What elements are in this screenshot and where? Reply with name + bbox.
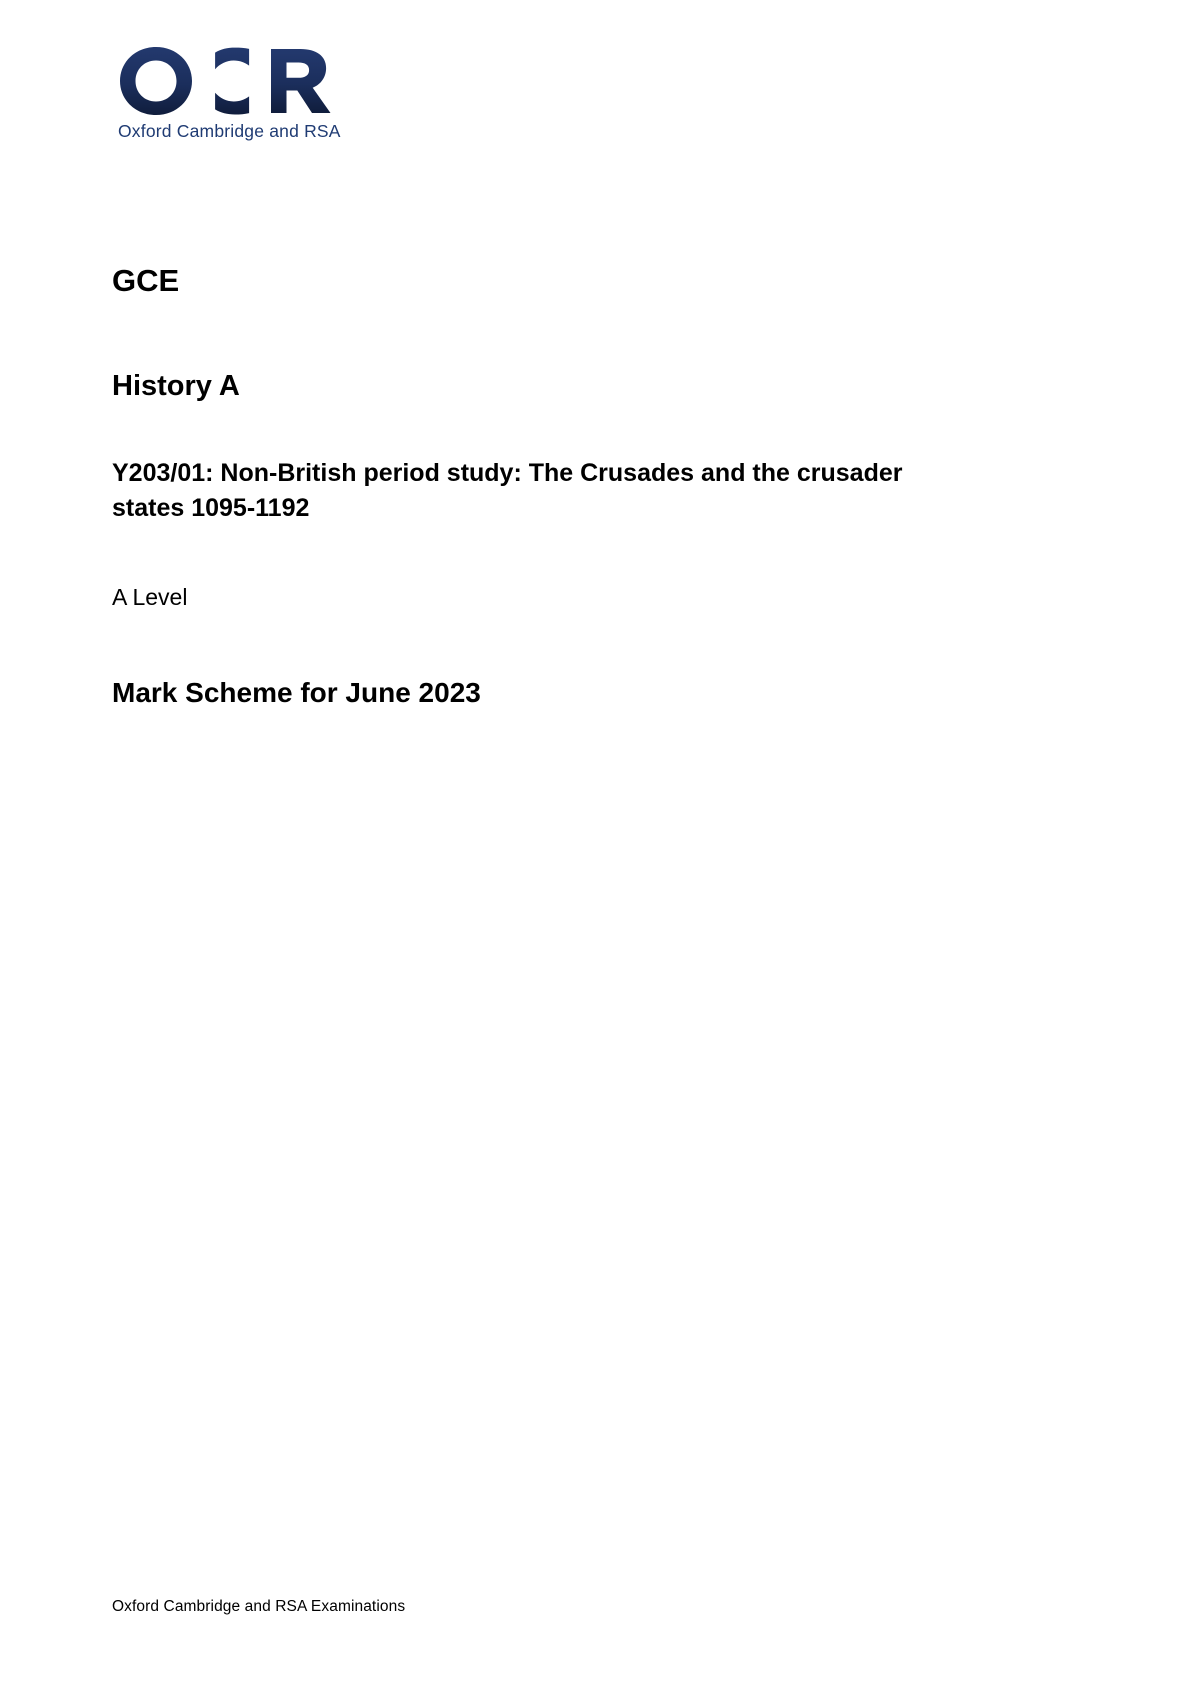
- level-label: A Level: [112, 583, 188, 610]
- ocr-logo-icon: [118, 45, 336, 117]
- ocr-logo-tagline: Oxford Cambridge and RSA: [118, 121, 341, 141]
- ocr-logo: [118, 45, 348, 142]
- subject-title: History A: [112, 370, 240, 403]
- unit-title: Y203/01: Non-British period study: The Crusades and the crusader states 1095-1192: [112, 458, 903, 523]
- qualification-title: GCE: [112, 263, 180, 298]
- title-block: [112, 262, 992, 710]
- page-footer: Oxford Cambridge and RSA Examinations: [112, 1598, 406, 1615]
- document-type-title: Mark Scheme for June 2023: [112, 676, 481, 708]
